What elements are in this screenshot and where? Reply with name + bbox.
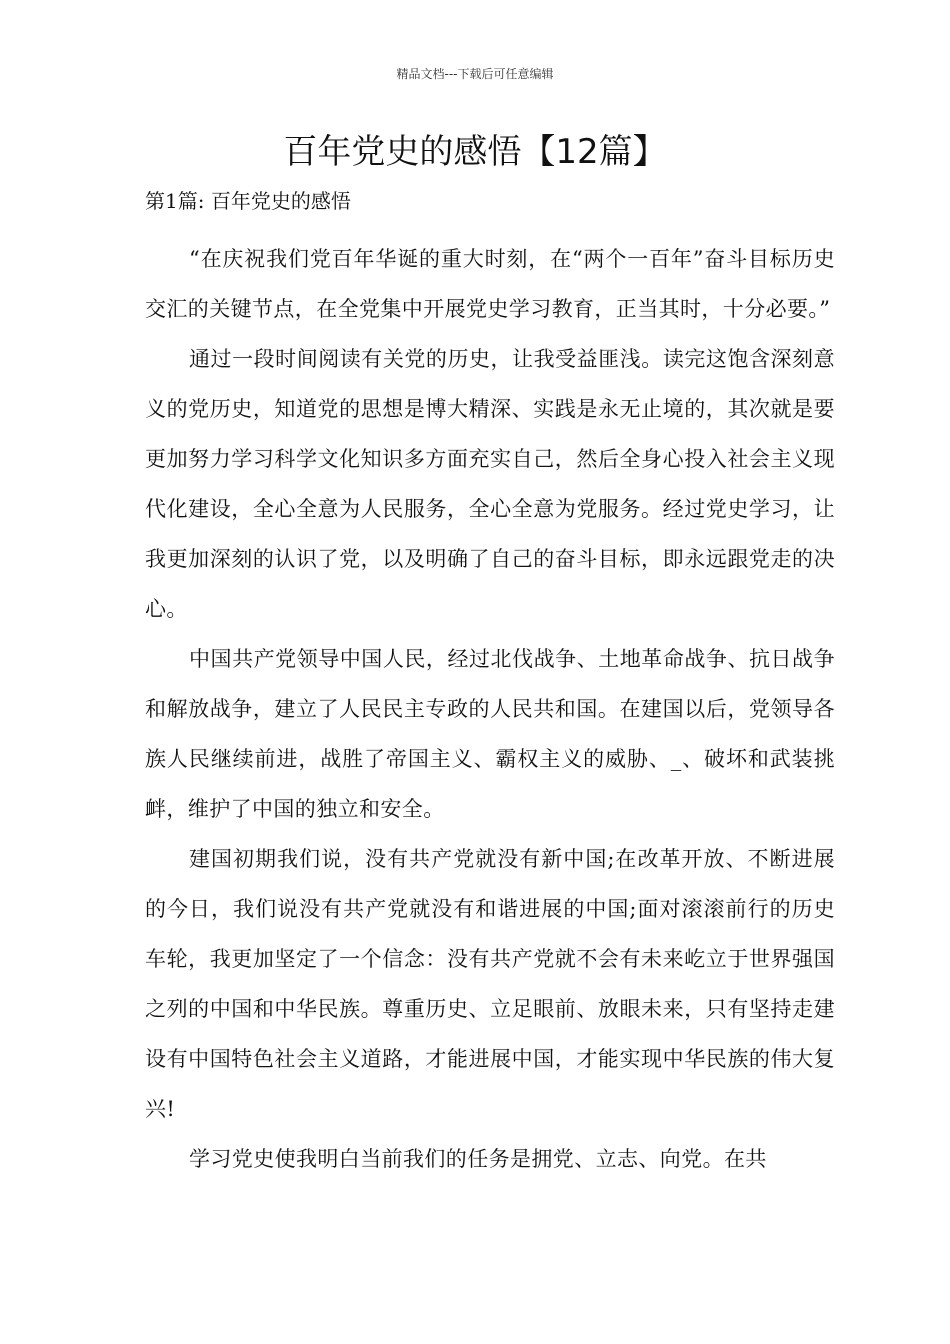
paragraph: 通过一段时间阅读有关党的历史，让我受益匪浅。读完这饱含深刻意义的党历史，知道党的思想是博大精深、实践是永无止境的，其次就是要更加努力学习科学文化知识多方面充实自己，然后全身心投入社会主义现代化建设，全心全意为人民服务，全心全意为党服务。经过党史学习，让我更加深刻的认识了党，以及明确了自己的奋斗目标，即永远跟党走的决心。: [145, 347, 835, 621]
paragraph: 学习党史使我明白当前我们的任务是拥党、立志、向党。在共: [189, 1147, 767, 1171]
paragraph: 建国初期我们说，没有共产党就没有新中国;在改革开放、不断进展的今日，我们说没有共产党就没有和谐进展的中国;面对滚滚前行的历史车轮，我更加坚定了一个信念：没有共产党就不会有未来屹立于世界强国之列的中国和中华民族。尊重历史、立足眼前、放眼未来，只有坚持走建设有中国特色社会主义道路，才能进展中国，才能实现中华民族的伟大复兴!: [145, 847, 835, 1121]
section-heading: 第1篇: 百年党史的感悟: [145, 189, 351, 213]
document-title: 百年党史的感悟【12篇】: [283, 132, 667, 172]
paragraph: “在庆祝我们党百年华诞的重大时刻，在“两个一百年”奋斗目标历史交汇的关键节点，在全党集中开展党史学习教育，正当其时，十分必要。”: [145, 247, 835, 321]
body-text: [145, 234, 835, 1184]
paragraph: 中国共产党领导中国人民，经过北伐战争、土地革命战争、抗日战争和解放战争，建立了人民民主专政的人民共和国。在建国以后，党领导各族人民继续前进，战胜了帝国主义、霸权主义的威胁、_、破坏和武装挑衅，维护了中国的独立和安全。: [145, 647, 835, 821]
header-note: 精品文档---下载后可任意编辑: [396, 67, 554, 81]
